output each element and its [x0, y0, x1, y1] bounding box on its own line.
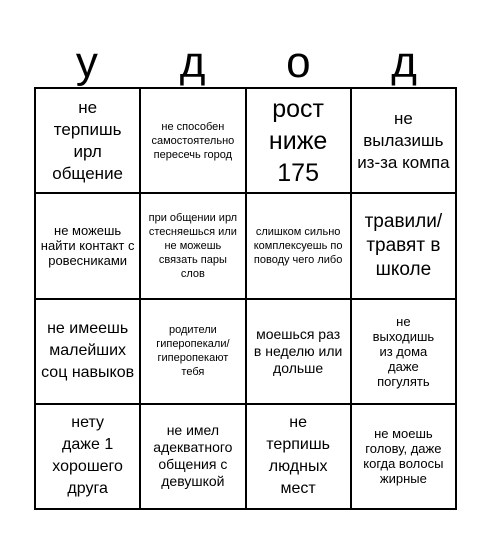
cell-text: моешься раз в неделю или дольше	[253, 325, 343, 376]
bingo-cell[interactable]	[35, 404, 140, 509]
bingo-header	[34, 38, 457, 88]
bingo-cell[interactable]	[351, 299, 456, 404]
bingo-cell[interactable]	[140, 88, 245, 193]
cell-text: не выходишь из дома даже погулять	[372, 313, 435, 389]
bingo-cell[interactable]	[246, 88, 351, 193]
bingo-cell[interactable]	[351, 193, 456, 298]
bingo-cell[interactable]	[140, 299, 245, 404]
bingo-cell[interactable]	[35, 299, 140, 404]
bingo-cell[interactable]	[246, 404, 351, 509]
bingo-cell[interactable]	[351, 88, 456, 193]
cell-text: не имеешь малейших соц навыков	[41, 320, 135, 382]
header-letter-4: д	[391, 38, 417, 87]
cell-text: не имел адекватного общения с девушкой	[153, 422, 233, 490]
bingo-cell[interactable]	[140, 193, 245, 298]
header-letter-1: у	[75, 38, 98, 87]
cell-text: не терпишь ирл общение	[52, 97, 124, 183]
cell-text: рост ниже 175	[268, 94, 328, 187]
cell-text: травили/ травят в школе	[364, 210, 443, 280]
cell-text: слишком сильно комплексуешь по поводу чего либо	[253, 225, 343, 266]
cell-text: не терпишь людных мест	[266, 414, 330, 498]
bingo-cell[interactable]	[246, 193, 351, 298]
bingo-cell[interactable]	[35, 193, 140, 298]
cell-text: родители гиперопекали/ гиперопекают тебя	[156, 324, 230, 379]
header-letter-2: д	[179, 38, 206, 87]
bingo-cell[interactable]	[246, 299, 351, 404]
cell-text: при общении ирл стесняешься или не можешь связать пары слов	[148, 211, 238, 280]
cell-text: не моешь голову, даже когда волосы жирные	[363, 426, 444, 487]
cell-text: не способен самостоятельно пересечь город	[151, 120, 235, 161]
bingo-cell[interactable]	[35, 88, 140, 193]
bingo-cell[interactable]	[351, 404, 456, 509]
bingo-cell[interactable]	[140, 404, 245, 509]
cell-text: нету даже 1 хорошего друга	[52, 414, 123, 498]
bingo-grid	[34, 87, 457, 510]
cell-text: не можешь найти контакт с ровесниками	[40, 223, 135, 269]
header-letter-3: о	[286, 38, 311, 87]
cell-text: не вылазишь из-за компа	[357, 108, 450, 172]
